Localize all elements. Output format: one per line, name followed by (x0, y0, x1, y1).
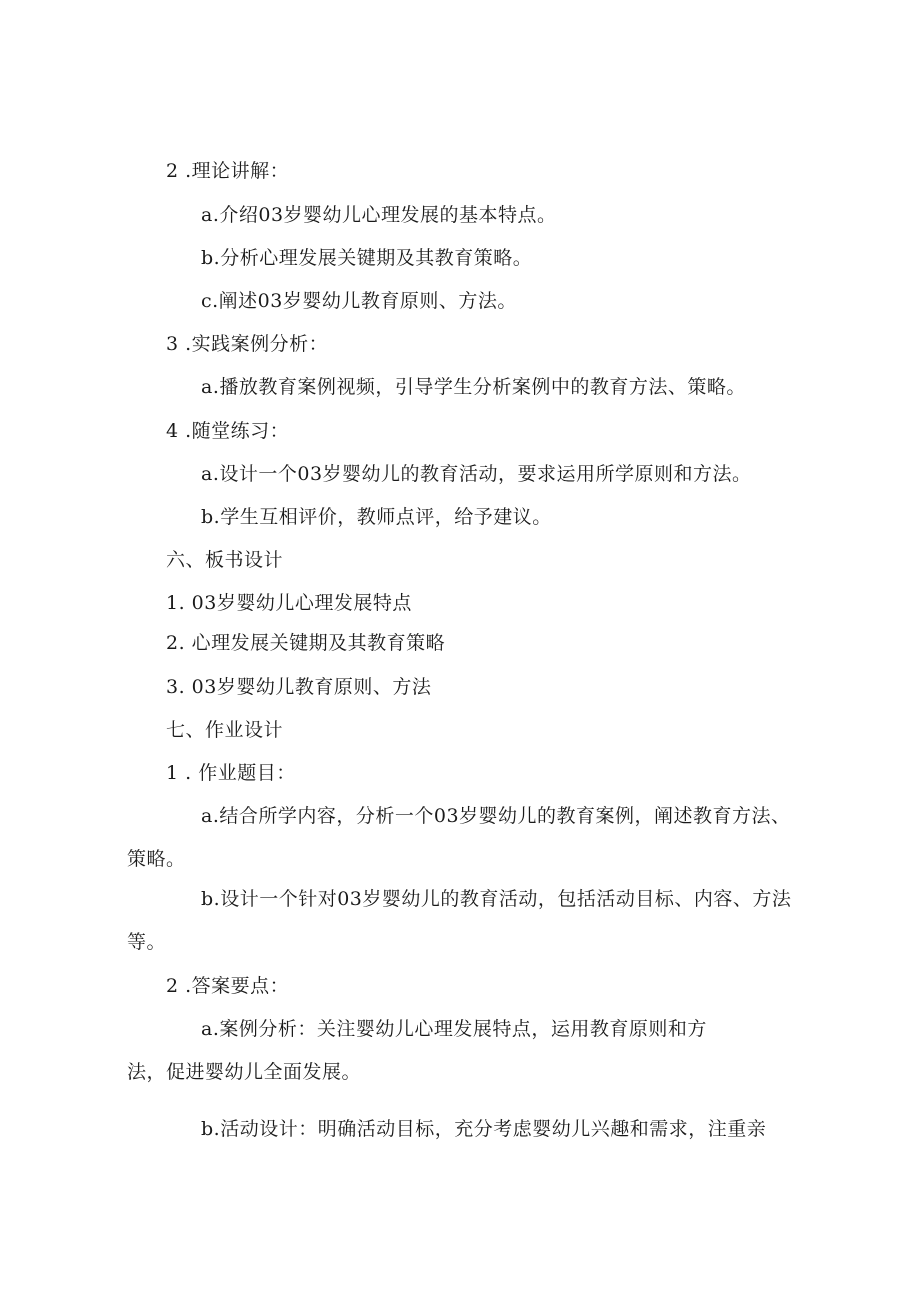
list-item: b.分析心理发展关键期及其教育策略。 (201, 247, 533, 269)
list-item: 1. 03岁婴幼儿心理发展特点 (166, 592, 412, 614)
list-item: c.阐述03岁婴幼儿教育原则、方法。 (201, 290, 517, 312)
section-3-heading: 3 .实践案例分析： (166, 333, 329, 355)
homework-topic-heading: 1 . 作业题目： (166, 762, 296, 784)
list-item: b.活动设计：明确活动目标，充分考虑婴幼儿兴趣和需求，注重亲 (201, 1118, 767, 1140)
list-item: b.学生互相评价，教师点评，给予建议。 (201, 506, 552, 528)
list-item: a.介绍03岁婴幼儿心理发展的基本特点。 (201, 204, 557, 226)
list-item-continuation: 策略。 (127, 848, 186, 870)
list-item: a.结合所学内容，分析一个03岁婴幼儿的教育案例，阐述教育方法、 (201, 805, 791, 827)
list-item-continuation: 法，促进婴幼儿全面发展。 (127, 1061, 362, 1083)
homework-design-heading: 七、作业设计 (166, 719, 284, 741)
board-design-heading: 六、板书设计 (166, 549, 284, 571)
list-item: b.设计一个针对03岁婴幼儿的教育活动，包括活动目标、内容、方法 (201, 888, 792, 910)
answer-points-heading: 2 .答案要点： (166, 975, 290, 997)
section-2-heading: 2 .理论讲解： (166, 160, 290, 182)
list-item: a.案例分析：关注婴幼儿心理发展特点，运用教育原则和方 (201, 1018, 707, 1040)
section-4-heading: 4 .随堂练习： (166, 420, 290, 442)
list-item: 2. 心理发展关键期及其教育策略 (166, 632, 446, 654)
list-item: a.播放教育案例视频，引导学生分析案例中的教育方法、策略。 (201, 376, 746, 398)
list-item: 3. 03岁婴幼儿教育原则、方法 (166, 676, 432, 698)
list-item-continuation: 等。 (127, 931, 167, 953)
list-item: a.设计一个03岁婴幼儿的教育活动，要求运用所学原则和方法。 (201, 463, 752, 485)
